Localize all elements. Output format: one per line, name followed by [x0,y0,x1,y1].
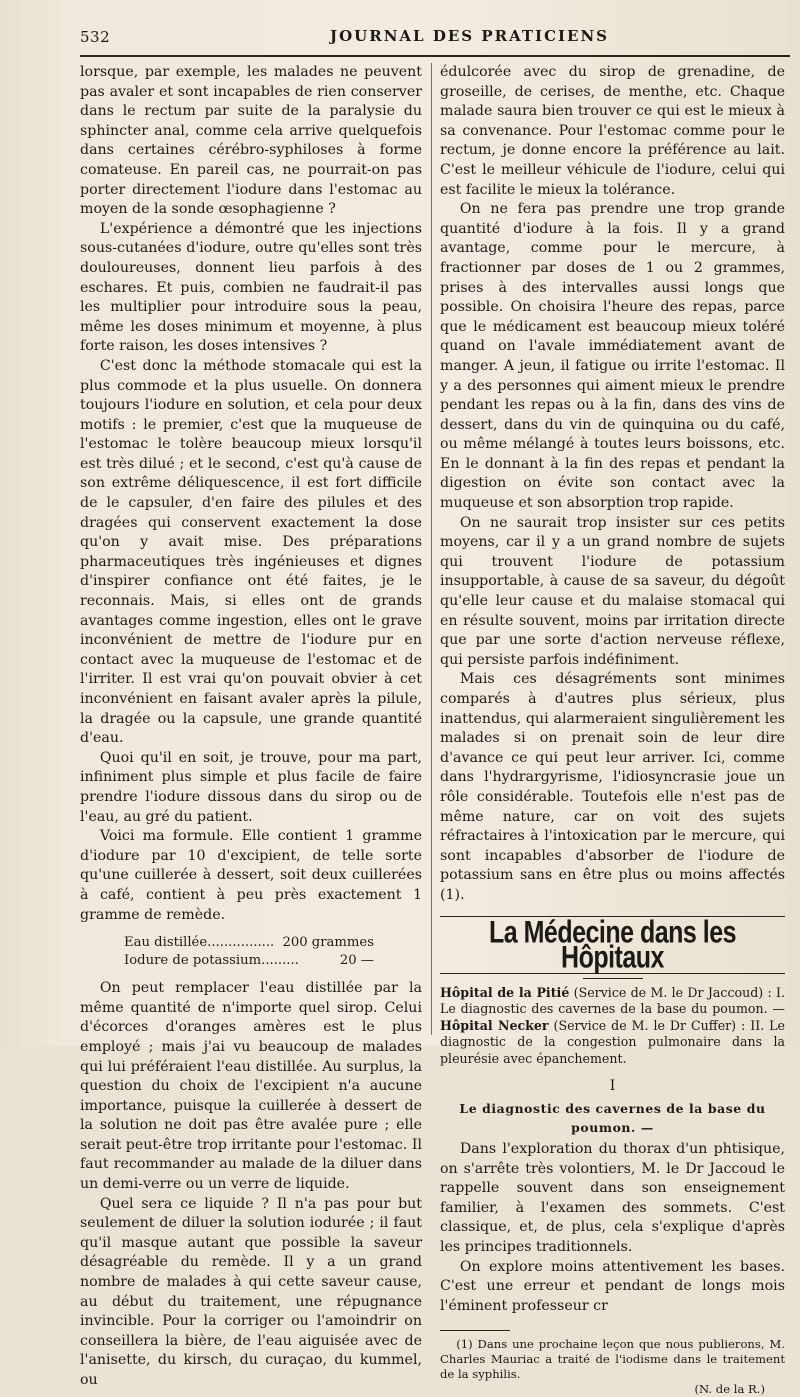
ingredient-quantity: 200 grammes [282,935,374,951]
paragraph: C'est donc la méthode stomacale qui est la plus commode et la plus usuelle. On donnera toujours l'iodure en solution, et cela pour deux motifs : le premier, c'est que la muqueuse de l'estomac le tolère beaucoup mieux lorsqu'il est très dilué ; et le second, c'est qu'à cause de son extrême déliquescence, il est fort difficile de le capsuler, d'en faire des pilules et des dragées qui conservent exactement la dose qu'on y avait mise. Des préparations pharmaceutiques très ingénieuses et dignes d'inspirer confiance ont été faites, je le reconnais. Mais, si elles ont de grands avantages comme ingestion, elles ont le grave inconvénient de mettre de l'iodure pur en contact avec la muqueuse de l'estomac et de l'irriter. Il est vrai qu'on pouvait obvier à cet inconvénient en faisant avaler après la pilule, la dragée ou la capsule, une grande quantité d'eau. [80,357,422,747]
section-title: La Médecine dans les Hôpitaux [488,914,737,974]
ingredient-name: Eau distillée [124,935,208,951]
hospital-text: (Service de M. le Dr Cuffer) : II. Le diagnostic de la congestion pulmonaire dans la pleurésie avec épanchement. [440,1017,785,1066]
subheading: Le diagnostic des cavernes de la base du poumon. — [459,1100,766,1136]
ingredient-name: Iodure de potassium [124,953,262,969]
running-title: JOURNAL DES PRATICIENS [330,27,609,45]
section-heading-box [440,916,785,974]
hospital-name: Hôpital Necker [440,1017,549,1033]
paragraph: Voici ma formule. Elle contient 1 gramme d'iodure par 10 d'excipient, de telle sorte qu'une cuillerée à dessert, soit deux cuillerées à café, contient à peu près exactement 1 gramme de remède. [80,828,422,923]
paragraph: Mais ces désagréments sont minimes comparés à d'autres plus sérieux, plus inattendus, qui alarmeraient singulièrement les malades si on prenait soin de leur dire d'avance ce qui peut leur arriver. Ici, comme dans l'hydrargyrisme, l'idiosyncrasie joue un rôle considérable. Toutefois elle n'est pas de même nature, car on voit des sujets réfractaires à l'intoxication par le mercure, qui sont incapables d'absorber de l'iodure de potassium sans en être plus ou moins affectés (1). [440,671,785,903]
page-number: 532 [80,28,111,46]
page-header [80,26,790,48]
paragraph: Dans l'exploration du thorax d'un phtisique, on s'arrête très volontiers, M. le Dr Jaccoud le rappelle souvent dans son enseignement familier, à l'examen des sommets. C'est classique, et, de plus, cela s'explique d'après les principes traditionnels. [440,1141,785,1255]
paragraph: On ne fera pas prendre une trop grande quantité d'iodure à la fois. Il y a grand avantage, comme pour le mercure, à fractionner par doses de 1 ou 2 grammes, prises à des intervalles aussi longs que possible. On choisira l'heure des repas, parce que le médicament est beaucoup mieux toléré quand on l'avale immédiatement avant de manger. A jeun, il fatigue ou irrite l'estomac. Il y a des personnes qui aiment mieux le prendre pendant les repas ou à la fin, dans des vins de dessert, dans du vin de quinquina ou du café, ou même mélangé à toutes leurs boissons, etc. En le donnant à la fin des repas et pendant la digestion on évite son contact avec la muqueuse et son absorption trop rapide. [440,201,785,512]
paragraph: Quoi qu'il en soit, je trouve, pour ma part, infiniment plus simple et plus facile de faire prendre l'iodure dissous dans du sirop ou de l'eau, au gré du patient. [80,749,422,825]
paragraph: L'expérience a démontré que les injections sous-cutanées d'iodure, outre qu'elles sont très douloureuses, donnent lieu parfois à des eschares. Et puis, combien ne faudrait-il pas les multiplier pour introduire sous la peau, même les doses minimum et moyenne, à plus forte raison, les doses intensives ? [80,220,422,355]
paragraph: On explore moins attentivement les bases. C'est une erreur et pendant de longs mois l'éminent professeur cr [440,1258,785,1314]
leader-dots: ......... [261,953,299,969]
right-column [440,63,786,1397]
paragraph: On ne saurait trop insister sur ces petits moyens, car il y a un grand nombre de sujets qui trouvent l'iodure de potassium insupportable, à cause de sa saveur, du dégoût qu'elle leur cause et du malaise stomacal qui en résulte souvent, moins par irritation directe que par une sorte d'action nerveuse réflexe, qui persiste parfois indéfiniment. [440,514,785,668]
footnote-rule [440,1330,510,1331]
hospital-text: (Service de M. le Dr Jaccoud) : I. Le diagnostic des cavernes de la base du poumon. — [440,984,786,1017]
section-rule [583,978,643,979]
prescription-formula [124,934,422,970]
footnote-signature: (N. de la R.) [694,1382,765,1397]
roman-numeral: I [609,1078,616,1095]
formula-row [124,952,374,970]
column-divider [431,63,432,1035]
leader-dots: ................ [207,935,275,951]
paragraph: édulcorée avec du sirop de grenadine, de groseille, de cerises, de menthe, etc. Chaque malade saura bien trouver ce qui est le mieux à sa convenance. Pour l'estomac comme pour le rectum, je donne encore la préférence au lait. C'est le meilleur véhicule de l'iodure, celui qui est facilite le mieux la tolérance. [440,64,785,198]
paragraph: Quel sera ce liquide ? Il n'a pas pour but seulement de diluer la solution iodurée ; il faut qu'il masque autant que possible la saveur désagréable du remède. Il y a un grand nombre de malades à qui cette saveur cause, au début du traitement, une répugnance invincible. Pour la corriger ou l'amoindrir on conseillera la bière, de l'eau aiguisée avec de l'anisette, du kirsch, du curaçao, du kummel, ou [80,1195,422,1388]
hospital-summary [440,985,785,1068]
paragraph: On peut remplacer l'eau distillée par la même quantité de n'importe quel sirop. Celui d'écorces d'oranges amères est le plus employé ; mais j'ai vu beaucoup de malades qui lui préféraient l'eau distillée. Au surplus, la question du choix de l'excipient n'a aucune importance, puisque la cuillerée à dessert de la solution ne doit pas être avalée pure ; elle serait peut-être trop irritante pour l'estomac. Il faut recommander au malade de la diluer dans un demi-verre ou un verre de liquide. [80,980,422,1193]
header-rule [80,55,790,57]
footnote: (1) Dans une prochaine leçon que nous publierons, M. Charles Mauriac a traité de l'iodisme dans le traitement de la syphilis. [440,1337,785,1382]
hospital-name: Hôpital de la Pitié [440,984,570,1000]
ingredient-quantity: 20 — [339,953,374,969]
formula-row [124,934,374,952]
paragraph: lorsque, par exemple, les malades ne peuvent pas avaler et sont incapables de rien conserver dans le rectum par suite de la paralysie du sphincter anal, comme cela arrive quelquefois dans certaines cérébro-syphiloses à forme comateuse. En pareil cas, ne pourrait-on pas porter directement l'iodure dans l'estomac au moyen de la sonde œsophagienne ? [80,64,422,218]
left-column [80,63,422,1388]
